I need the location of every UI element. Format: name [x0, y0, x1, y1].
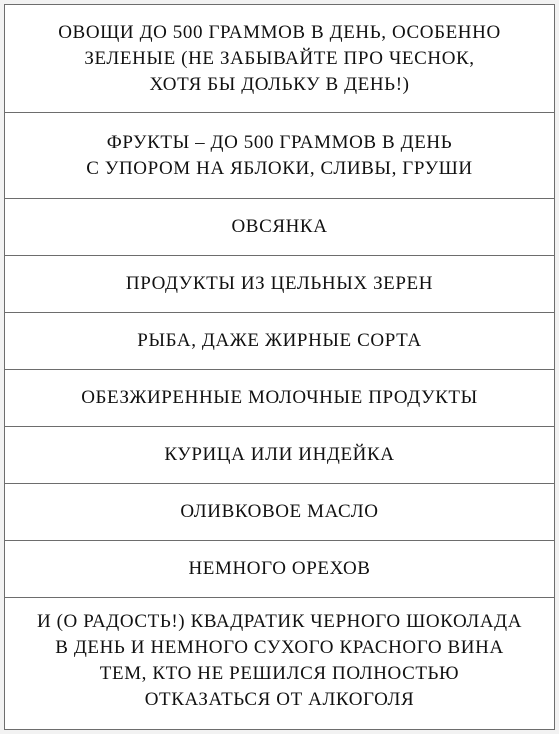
- row-text: ОЛИВКОВОЕ МАСЛО: [180, 501, 379, 522]
- table-row: [5, 256, 554, 313]
- row-text: ОВСЯНКА: [231, 216, 328, 237]
- row-text: НЕМНОГО ОРЕХОВ: [188, 558, 371, 579]
- row-text: ОБЕЗЖИРЕННЫЕ МОЛОЧНЫЕ ПРОДУКТЫ: [81, 387, 478, 408]
- table-row: [5, 427, 554, 484]
- row-text: ПРОДУКТЫ ИЗ ЦЕЛЬНЫХ ЗЕРЕН: [125, 273, 434, 294]
- table-row: [5, 541, 554, 598]
- row-text: ОВОЩИ ДО 500 ГРАММОВ В ДЕНЬ, ОСОБЕННО ЗЕЛЕНЫЕ (НЕ ЗАБЫВАЙТЕ ПРО ЧЕСНОК, ХОТЯ БЫ ДОЛЬКУ В ДЕНЬ!): [58, 21, 501, 95]
- row-text: КУРИЦА ИЛИ ИНДЕЙКА: [164, 444, 395, 465]
- table-row: [5, 484, 554, 541]
- table-row: [5, 199, 554, 256]
- table-row: [5, 313, 554, 370]
- row-text: РЫБА, ДАЖЕ ЖИРНЫЕ СОРТА: [137, 330, 422, 351]
- row-text: И (О РАДОСТЬ!) КВАДРАТИК ЧЕРНОГО ШОКОЛАДА В ДЕНЬ И НЕМНОГО СУХОГО КРАСНОГО ВИНА ТЕМ, КТО НЕ РЕШИЛСЯ ПОЛНОСТЬЮ ОТКАЗАТЬСЯ ОТ АЛКОГОЛЯ: [36, 611, 523, 710]
- row-text: ФРУКТЫ – ДО 500 ГРАММОВ В ДЕНЬ С УПОРОМ НА ЯБЛОКИ, СЛИВЫ, ГРУШИ: [86, 131, 473, 179]
- table-row: [5, 113, 554, 199]
- table-row: [5, 598, 554, 724]
- table-row: [5, 370, 554, 427]
- food-recommendations-table: [4, 4, 555, 730]
- table-row: [5, 5, 554, 113]
